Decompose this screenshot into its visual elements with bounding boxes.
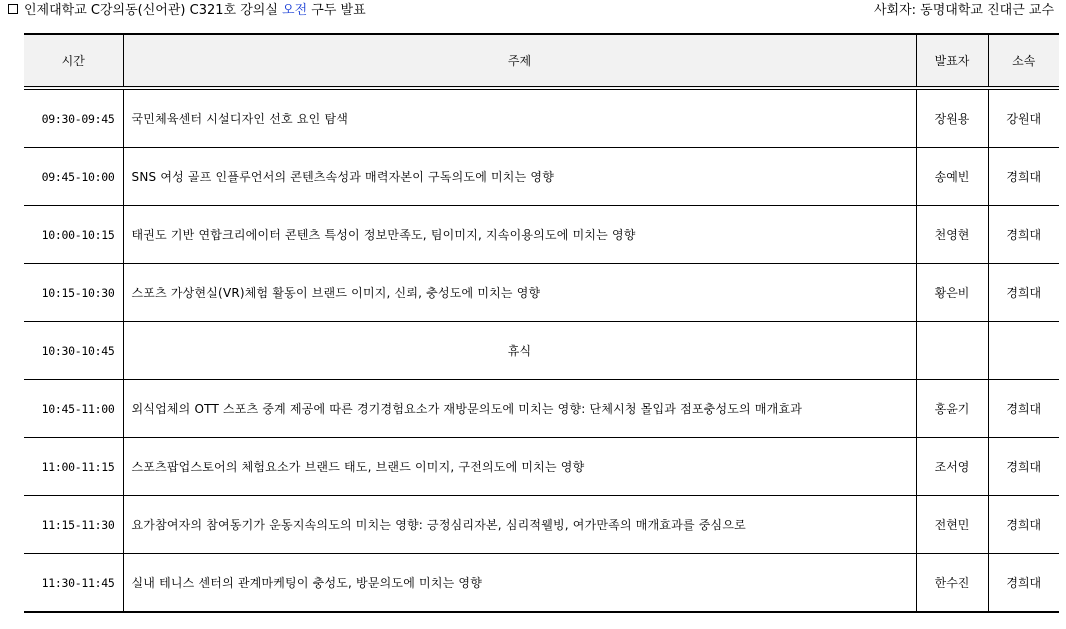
presenter-cell: 황은비 [916,264,988,322]
schedule-table [24,33,1059,613]
time-cell: 11:00-11:15 [24,438,123,496]
time-cell: 09:30-09:45 [24,88,123,148]
session-label: 오전 [282,3,308,18]
schedule-body [24,88,1059,612]
break-row [24,322,1059,380]
table-row [24,554,1059,613]
table-row [24,264,1059,322]
affiliation-cell: 경희대 [988,206,1059,264]
topic-cell: 요가참여자의 참여동기가 운동지속의도의 미치는 영향: 긍정심리자본, 심리적웰빙, 여가만족의 매개효과를 중심으로 [123,496,916,554]
affiliation-cell: 경희대 [988,380,1059,438]
topic-cell: 스포츠팝업스토어의 체험요소가 브랜드 태도, 브랜드 이미지, 구전의도에 미치는 영향 [123,438,916,496]
time-cell: 10:45-11:00 [24,380,123,438]
affiliation-cell [988,322,1059,380]
time-cell: 10:30-10:45 [24,322,123,380]
table-row [24,496,1059,554]
affiliation-cell: 경희대 [988,438,1059,496]
venue-prefix: 인제대학교 C강의동(신어관) C321호 강의실 [24,3,283,18]
presenter-cell: 장원용 [916,88,988,148]
topic-cell: SNS 여성 골프 인플루언서의 콘텐츠속성과 매력자본이 구독의도에 미치는 영향 [123,148,916,206]
table-row [24,206,1059,264]
time-cell: 09:45-10:00 [24,148,123,206]
time-cell: 11:30-11:45 [24,554,123,613]
table-header-row [24,34,1059,88]
column-header-affiliation: 소속 [988,34,1059,88]
presenter-cell [916,322,988,380]
presenter-cell: 천영현 [916,206,988,264]
topic-cell: 스포츠 가상현실(VR)체험 활동이 브랜드 이미지, 신뢰, 충성도에 미치는 영향 [123,264,916,322]
presenter-cell: 송예빈 [916,148,988,206]
time-cell: 10:15-10:30 [24,264,123,322]
venue-line [8,1,366,21]
table-row [24,148,1059,206]
affiliation-cell: 경희대 [988,264,1059,322]
topic-cell: 태권도 기반 연합크리에이터 콘텐츠 특성이 정보만족도, 팀이미지, 지속이용의도에 미치는 영향 [123,206,916,264]
affiliation-cell: 경희대 [988,554,1059,613]
presenter-cell: 조서영 [916,438,988,496]
table-row [24,438,1059,496]
page-header [8,1,1054,21]
table-row [24,380,1059,438]
topic-cell: 외식업체의 OTT 스포츠 중계 제공에 따른 경기경험요소가 재방문의도에 미치는 영향: 단체시청 몰입과 점포충성도의 매개효과 [123,380,916,438]
column-header-time: 시간 [24,34,123,88]
time-cell: 10:00-10:15 [24,206,123,264]
affiliation-cell: 강원대 [988,88,1059,148]
affiliation-cell: 경희대 [988,496,1059,554]
topic-cell: 실내 테니스 센터의 관계마케팅이 충성도, 방문의도에 미치는 영향 [123,554,916,613]
moderator-line: 사회자: 동명대학교 진대근 교수 [873,3,1054,18]
presenter-cell: 홍윤기 [916,380,988,438]
column-header-presenter: 발표자 [916,34,988,88]
table-row [24,88,1059,148]
break-label: 휴식 [123,322,916,380]
venue-suffix: 구두 발표 [307,3,366,18]
presenter-cell: 전현민 [916,496,988,554]
square-bullet-icon [8,4,18,14]
column-header-topic: 주제 [123,34,916,88]
presenter-cell: 한수진 [916,554,988,613]
affiliation-cell: 경희대 [988,148,1059,206]
topic-cell: 국민체육센터 시설디자인 선호 요인 탐색 [123,88,916,148]
time-cell: 11:15-11:30 [24,496,123,554]
